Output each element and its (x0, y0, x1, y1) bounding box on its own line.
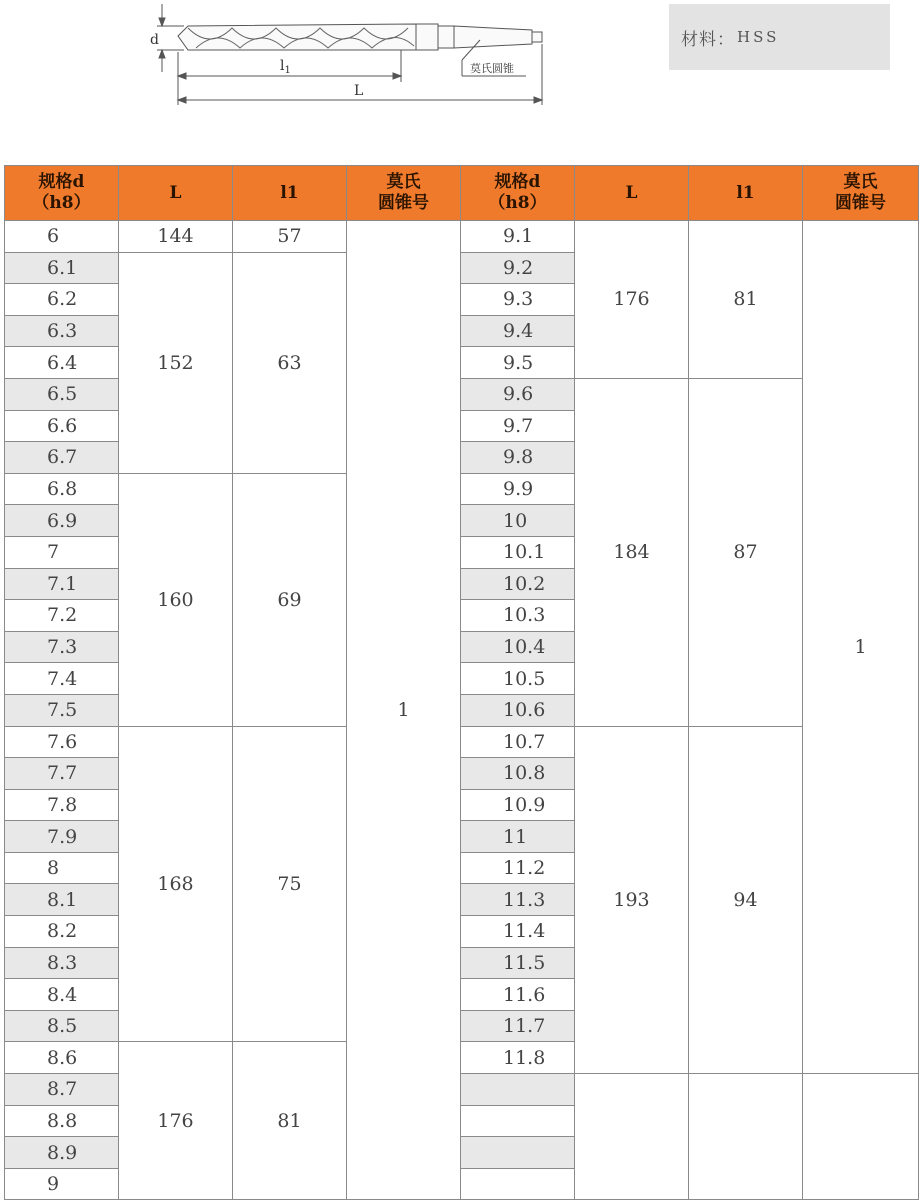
left-diameter-cell: 8.1 (5, 884, 119, 916)
material-value: HSS (737, 28, 780, 46)
material-info (669, 4, 890, 70)
left-diameter-cell: 8.4 (5, 979, 119, 1011)
left-L-cell: 176 (119, 1042, 233, 1200)
right-empty-cell (461, 1074, 575, 1106)
header-L-left: L (119, 166, 233, 221)
right-empty-cell (461, 1137, 575, 1169)
right-diameter-cell: 10.1 (461, 536, 575, 568)
left-diameter-cell: 7.4 (5, 663, 119, 695)
right-diameter-cell: 10.3 (461, 600, 575, 632)
left-diameter-cell: 7.3 (5, 631, 119, 663)
right-diameter-cell: 10.7 (461, 726, 575, 758)
left-diameter-cell: 8.3 (5, 947, 119, 979)
label-l1: $l_1$ (280, 58, 291, 76)
left-diameter-cell: 7.2 (5, 600, 119, 632)
left-l1-cell: 69 (233, 473, 347, 726)
right-L-cell: 193 (575, 726, 689, 1074)
right-diameter-cell: 9.8 (461, 442, 575, 474)
right-diameter-cell: 11.4 (461, 916, 575, 948)
header-L-right: L (575, 166, 689, 221)
right-diameter-cell: 9.9 (461, 473, 575, 505)
left-diameter-cell: 8.6 (5, 1042, 119, 1074)
right-diameter-cell: 11 (461, 821, 575, 853)
header-morse-right: 莫氏 圆锥号 (803, 166, 919, 221)
left-diameter-cell: 9 (5, 1168, 119, 1200)
left-diameter-cell: 6.4 (5, 347, 119, 379)
left-diameter-cell: 6 (5, 221, 119, 253)
header-morse-left: 莫氏 圆锥号 (347, 166, 461, 221)
left-l1-cell: 63 (233, 252, 347, 473)
right-diameter-cell: 9.1 (461, 221, 575, 253)
left-diameter-cell: 7.5 (5, 694, 119, 726)
right-diameter-cell: 11.3 (461, 884, 575, 916)
right-empty-cell (461, 1105, 575, 1137)
right-diameter-cell: 9.6 (461, 378, 575, 410)
right-L-cell (575, 1074, 689, 1200)
right-L-cell: 184 (575, 378, 689, 726)
dim-l1 (178, 50, 401, 105)
right-diameter-cell: 11.7 (461, 1010, 575, 1042)
left-morse-cell: 1 (347, 221, 461, 1200)
right-l1-cell: 81 (689, 221, 803, 379)
right-diameter-cell: 9.7 (461, 410, 575, 442)
left-diameter-cell: 7.8 (5, 789, 119, 821)
left-diameter-cell: 8.8 (5, 1105, 119, 1137)
left-l1-cell: 75 (233, 726, 347, 1042)
left-diameter-cell: 8.9 (5, 1137, 119, 1169)
right-diameter-cell: 11.8 (461, 1042, 575, 1074)
left-diameter-cell: 7.6 (5, 726, 119, 758)
right-diameter-cell: 10.5 (461, 663, 575, 695)
right-diameter-cell: 11.2 (461, 852, 575, 884)
right-diameter-cell: 10.4 (461, 631, 575, 663)
right-diameter-cell: 10.9 (461, 789, 575, 821)
right-morse-empty-cell (803, 1074, 919, 1200)
table-row (5, 726, 919, 758)
right-morse-cell: 1 (803, 221, 919, 1074)
material-label: 材料： (681, 29, 735, 50)
left-diameter-cell: 6.8 (5, 473, 119, 505)
right-diameter-cell: 9.2 (461, 252, 575, 284)
left-diameter-cell: 6.9 (5, 505, 119, 537)
header-spec-left: 规格d （h8） (5, 166, 119, 221)
left-diameter-cell: 8.5 (5, 1010, 119, 1042)
label-d: d (150, 32, 159, 48)
left-l1-cell: 57 (233, 221, 347, 253)
table-header-row (5, 166, 919, 221)
left-L-cell: 144 (119, 221, 233, 253)
left-L-cell: 160 (119, 473, 233, 726)
left-diameter-cell: 6.1 (5, 252, 119, 284)
left-diameter-cell: 8.7 (5, 1074, 119, 1106)
left-diameter-cell: 7.7 (5, 758, 119, 790)
left-L-cell: 152 (119, 252, 233, 473)
right-diameter-cell: 10.8 (461, 758, 575, 790)
header-spec-right: 规格d （h8） (461, 166, 575, 221)
drill-diagram (140, 0, 560, 110)
right-l1-cell: 87 (689, 378, 803, 726)
right-diameter-cell: 10.6 (461, 694, 575, 726)
left-diameter-cell: 6.5 (5, 378, 119, 410)
right-diameter-cell: 9.4 (461, 315, 575, 347)
right-diameter-cell: 9.5 (461, 347, 575, 379)
table-row (5, 221, 919, 253)
right-empty-cell (461, 1168, 575, 1200)
label-L: L (354, 83, 364, 99)
left-l1-cell: 81 (233, 1042, 347, 1200)
left-diameter-cell: 6.6 (5, 410, 119, 442)
right-diameter-cell: 10.2 (461, 568, 575, 600)
right-diameter-cell: 11.6 (461, 979, 575, 1011)
left-diameter-cell: 6.3 (5, 315, 119, 347)
right-L-cell: 176 (575, 221, 689, 379)
right-diameter-cell: 9.3 (461, 284, 575, 316)
right-diameter-cell: 10 (461, 505, 575, 537)
right-l1-cell (689, 1074, 803, 1200)
left-diameter-cell: 8 (5, 852, 119, 884)
left-L-cell: 168 (119, 726, 233, 1042)
left-diameter-cell: 7.1 (5, 568, 119, 600)
label-morse-taper: 莫氏圆锥 (470, 62, 514, 75)
left-diameter-cell: 6.7 (5, 442, 119, 474)
left-diameter-cell: 8.2 (5, 916, 119, 948)
right-diameter-cell: 11.5 (461, 947, 575, 979)
header-l1-left: l1 (233, 166, 347, 221)
spec-table (4, 165, 919, 1200)
table-body (5, 221, 919, 1200)
left-diameter-cell: 7 (5, 536, 119, 568)
left-diameter-cell: 6.2 (5, 284, 119, 316)
header-l1-right: l1 (689, 166, 803, 221)
right-l1-cell: 94 (689, 726, 803, 1074)
left-diameter-cell: 7.9 (5, 821, 119, 853)
